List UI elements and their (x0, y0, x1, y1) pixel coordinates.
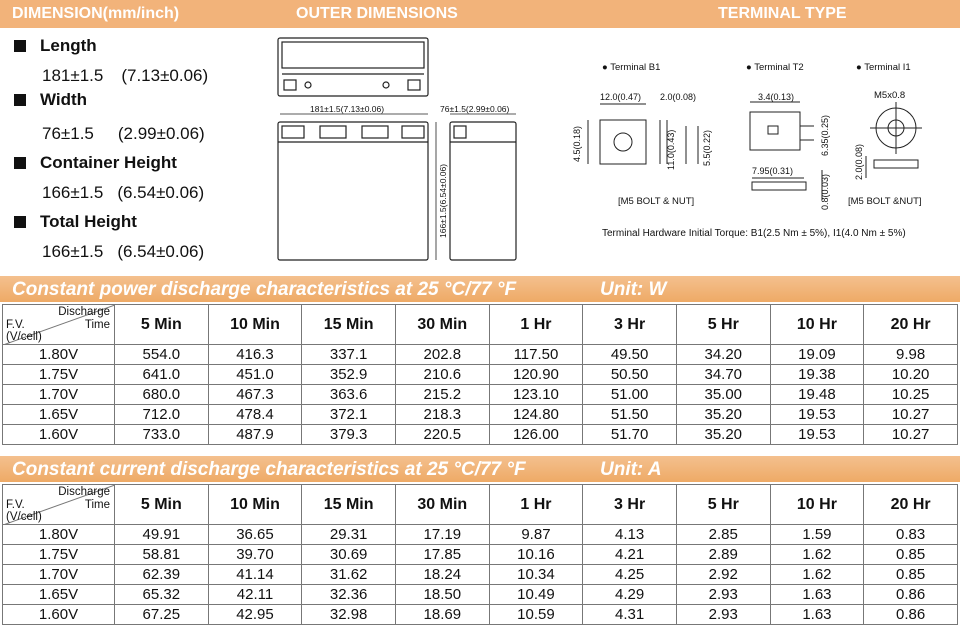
spec-container-height (14, 153, 204, 203)
battery-top-view (278, 38, 428, 96)
value-cell: 352.9 (302, 365, 396, 385)
value-cell: 10.16 (489, 545, 583, 565)
i1-dim-thickness: 2.0(0.08) (854, 143, 864, 180)
spec-label: Width (40, 90, 88, 109)
power-section-title: Constant power discharge characteristics at 25 °C/77 °F (12, 279, 517, 300)
t2-dim-height: 6.35(0.25) (820, 114, 830, 156)
value-cell: 10.25 (864, 385, 958, 405)
value-cell: 10.59 (489, 605, 583, 625)
corner-fv-line1: F.V. (6, 499, 25, 511)
power-section-unit: Unit: W (600, 279, 667, 300)
i1-bolt-note: [M5 BOLT &NUT] (848, 196, 922, 207)
outer-dimensions-heading: OUTER DIMENSIONS (296, 5, 458, 22)
spec-total-height (14, 212, 204, 262)
table-row (3, 365, 958, 385)
spec-length (14, 36, 208, 86)
spec-label: Total Height (40, 212, 137, 231)
spec-mm: 76±1.5 (42, 124, 94, 143)
value-cell: 4.25 (583, 565, 677, 585)
value-cell: 210.6 (395, 365, 489, 385)
power-section-header (0, 276, 960, 302)
column-header: 5 Hr (676, 305, 770, 345)
value-cell: 10.34 (489, 565, 583, 585)
value-cell: 42.95 (208, 605, 302, 625)
terminal-t2-label: ● Terminal T2 (746, 62, 804, 73)
value-cell: 220.5 (395, 425, 489, 445)
value-cell: 18.50 (395, 585, 489, 605)
b1-dim-hole-height: 5.5(0.22) (702, 129, 712, 166)
t2-dim-thickness: 0.8(0.03) (820, 173, 830, 210)
value-cell: 34.20 (676, 345, 770, 365)
value-cell: 19.09 (770, 345, 864, 365)
fv-cell: 1.60V (3, 605, 115, 625)
b1-dim-thickness: 2.0(0.08) (660, 92, 697, 102)
value-cell: 4.31 (583, 605, 677, 625)
value-cell: 0.85 (864, 545, 958, 565)
value-cell: 487.9 (208, 425, 302, 445)
column-header: 1 Hr (489, 485, 583, 525)
value-cell: 712.0 (115, 405, 209, 425)
value-cell: 0.86 (864, 605, 958, 625)
b1-bolt-note: [M5 BOLT & NUT] (618, 196, 695, 207)
table-corner-cell (3, 485, 115, 525)
value-cell: 120.90 (489, 365, 583, 385)
value-cell: 2.89 (676, 545, 770, 565)
value-cell: 0.85 (864, 565, 958, 585)
dimension-diagrams (270, 30, 960, 270)
spec-width (14, 90, 205, 144)
value-cell: 18.24 (395, 565, 489, 585)
bullet-square-icon (14, 40, 26, 52)
column-header: 10 Min (208, 485, 302, 525)
height-dimension-label: 166±1.5(6.54±0.06) (438, 163, 448, 238)
value-cell: 554.0 (115, 345, 209, 365)
value-cell: 379.3 (302, 425, 396, 445)
spec-inch: (7.13±0.06) (121, 66, 209, 85)
value-cell: 51.70 (583, 425, 677, 445)
value-cell: 372.1 (302, 405, 396, 425)
value-cell: 4.21 (583, 545, 677, 565)
value-cell: 10.20 (864, 365, 958, 385)
spec-mm: 166±1.5 (42, 242, 104, 261)
corner-time-line1: Discharge (58, 486, 110, 498)
current-section-header (0, 456, 960, 482)
value-cell: 39.70 (208, 545, 302, 565)
battery-side-view (440, 104, 516, 260)
column-header: 30 Min (395, 485, 489, 525)
table-header-row (3, 485, 958, 525)
value-cell: 10.27 (864, 425, 958, 445)
value-cell: 478.4 (208, 405, 302, 425)
value-cell: 1.62 (770, 545, 864, 565)
terminal-t2-diagram (746, 62, 830, 210)
value-cell: 19.53 (770, 405, 864, 425)
power-discharge-table (2, 304, 958, 445)
current-discharge-table (2, 484, 958, 625)
value-cell: 42.11 (208, 585, 302, 605)
terminal-torque-note: Terminal Hardware Initial Torque: B1(2.5 Nm ± 5%), I1(4.0 Nm ± 5%) (602, 228, 906, 239)
table-row (3, 385, 958, 405)
value-cell: 202.8 (395, 345, 489, 365)
table-row (3, 345, 958, 365)
fv-cell: 1.60V (3, 425, 115, 445)
value-cell: 32.98 (302, 605, 396, 625)
column-header: 20 Hr (864, 485, 958, 525)
i1-thread-size: M5x0.8 (874, 90, 906, 101)
b1-dim-width: 12.0(0.47) (600, 92, 642, 102)
table-row (3, 425, 958, 445)
value-cell: 641.0 (115, 365, 209, 385)
bullet-square-icon (14, 157, 26, 169)
terminal-i1-label: ● Terminal I1 (856, 62, 911, 73)
value-cell: 29.31 (302, 525, 396, 545)
value-cell: 49.50 (583, 345, 677, 365)
value-cell: 1.62 (770, 565, 864, 585)
fv-cell: 1.80V (3, 345, 115, 365)
corner-fv-line1: F.V. (6, 319, 25, 331)
value-cell: 126.00 (489, 425, 583, 445)
value-cell: 9.98 (864, 345, 958, 365)
value-cell: 36.65 (208, 525, 302, 545)
value-cell: 2.93 (676, 585, 770, 605)
table-row (3, 545, 958, 565)
value-cell: 1.63 (770, 605, 864, 625)
width-dimension-label: 76±1.5(2.99±0.06) (440, 104, 510, 114)
value-cell: 19.53 (770, 425, 864, 445)
battery-front-view (278, 104, 448, 260)
corner-time-line1: Discharge (58, 306, 110, 318)
value-cell: 17.85 (395, 545, 489, 565)
value-cell: 124.80 (489, 405, 583, 425)
dimension-heading: DIMENSION(mm/inch) (12, 5, 180, 22)
fv-cell: 1.70V (3, 565, 115, 585)
value-cell: 58.81 (115, 545, 209, 565)
b1-dim-hole-offset: 4.5(0.18) (572, 125, 582, 162)
column-header: 5 Min (115, 305, 209, 345)
spec-inch: (6.54±0.06) (117, 242, 205, 261)
value-cell: 17.19 (395, 525, 489, 545)
fv-cell: 1.75V (3, 545, 115, 565)
spec-inch: (6.54±0.06) (117, 183, 205, 202)
value-cell: 215.2 (395, 385, 489, 405)
value-cell: 2.85 (676, 525, 770, 545)
column-header: 5 Hr (676, 485, 770, 525)
value-cell: 18.69 (395, 605, 489, 625)
table-row (3, 405, 958, 425)
column-header: 10 Min (208, 305, 302, 345)
fv-cell: 1.65V (3, 585, 115, 605)
value-cell: 1.59 (770, 525, 864, 545)
value-cell: 41.14 (208, 565, 302, 585)
table-row (3, 525, 958, 545)
corner-time-line2: Time (84, 499, 110, 511)
table-row (3, 565, 958, 585)
column-header: 15 Min (302, 485, 396, 525)
value-cell: 19.38 (770, 365, 864, 385)
value-cell: 9.87 (489, 525, 583, 545)
b1-dim-height: 11.0(0.43) (666, 129, 676, 170)
t2-dim-width: 3.4(0.13) (758, 92, 795, 102)
spec-mm: 166±1.5 (42, 183, 104, 202)
fv-cell: 1.70V (3, 385, 115, 405)
corner-fv-line2: (V/cell) (6, 511, 42, 523)
current-section-title: Constant current discharge characteristics at 25 °C/77 °F (12, 459, 526, 480)
value-cell: 218.3 (395, 405, 489, 425)
value-cell: 123.10 (489, 385, 583, 405)
value-cell: 32.36 (302, 585, 396, 605)
corner-time-line2: Time (84, 319, 110, 331)
column-header: 20 Hr (864, 305, 958, 345)
value-cell: 35.20 (676, 405, 770, 425)
terminal-b1-diagram (572, 62, 712, 207)
column-header: 3 Hr (583, 485, 677, 525)
value-cell: 34.70 (676, 365, 770, 385)
value-cell: 35.00 (676, 385, 770, 405)
value-cell: 363.6 (302, 385, 396, 405)
length-dimension-label: 181±1.5(7.13±0.06) (310, 104, 385, 114)
value-cell: 67.25 (115, 605, 209, 625)
value-cell: 733.0 (115, 425, 209, 445)
table-row (3, 585, 958, 605)
column-header: 10 Hr (770, 485, 864, 525)
column-header: 10 Hr (770, 305, 864, 345)
terminal-b1-label: ● Terminal B1 (602, 62, 661, 73)
value-cell: 451.0 (208, 365, 302, 385)
table-row (3, 605, 958, 625)
spec-mm: 181±1.5 (42, 66, 104, 85)
value-cell: 0.86 (864, 585, 958, 605)
column-header: 1 Hr (489, 305, 583, 345)
value-cell: 416.3 (208, 345, 302, 365)
fv-cell: 1.65V (3, 405, 115, 425)
value-cell: 117.50 (489, 345, 583, 365)
bullet-square-icon (14, 94, 26, 106)
value-cell: 2.92 (676, 565, 770, 585)
value-cell: 19.48 (770, 385, 864, 405)
spec-label: Length (40, 36, 97, 55)
table-corner-cell (3, 305, 115, 345)
value-cell: 337.1 (302, 345, 396, 365)
top-header-bar (0, 0, 960, 28)
value-cell: 51.00 (583, 385, 677, 405)
fv-cell: 1.75V (3, 365, 115, 385)
column-header: 5 Min (115, 485, 209, 525)
column-header: 3 Hr (583, 305, 677, 345)
value-cell: 31.62 (302, 565, 396, 585)
value-cell: 4.13 (583, 525, 677, 545)
bullet-square-icon (14, 216, 26, 228)
value-cell: 680.0 (115, 385, 209, 405)
spec-inch: (2.99±0.06) (117, 124, 205, 143)
value-cell: 51.50 (583, 405, 677, 425)
current-section-unit: Unit: A (600, 459, 662, 480)
terminal-i1-diagram (848, 62, 922, 207)
column-header: 15 Min (302, 305, 396, 345)
value-cell: 50.50 (583, 365, 677, 385)
value-cell: 4.29 (583, 585, 677, 605)
value-cell: 2.93 (676, 605, 770, 625)
column-header: 30 Min (395, 305, 489, 345)
terminal-type-heading: TERMINAL TYPE (718, 5, 847, 22)
table-header-row (3, 305, 958, 345)
value-cell: 0.83 (864, 525, 958, 545)
value-cell: 65.32 (115, 585, 209, 605)
value-cell: 467.3 (208, 385, 302, 405)
spec-label: Container Height (40, 153, 177, 172)
value-cell: 1.63 (770, 585, 864, 605)
value-cell: 49.91 (115, 525, 209, 545)
value-cell: 35.20 (676, 425, 770, 445)
value-cell: 10.49 (489, 585, 583, 605)
corner-fv-line2: (V/cell) (6, 331, 42, 343)
t2-dim-length: 7.95(0.31) (752, 166, 794, 176)
value-cell: 30.69 (302, 545, 396, 565)
fv-cell: 1.80V (3, 525, 115, 545)
value-cell: 10.27 (864, 405, 958, 425)
value-cell: 62.39 (115, 565, 209, 585)
